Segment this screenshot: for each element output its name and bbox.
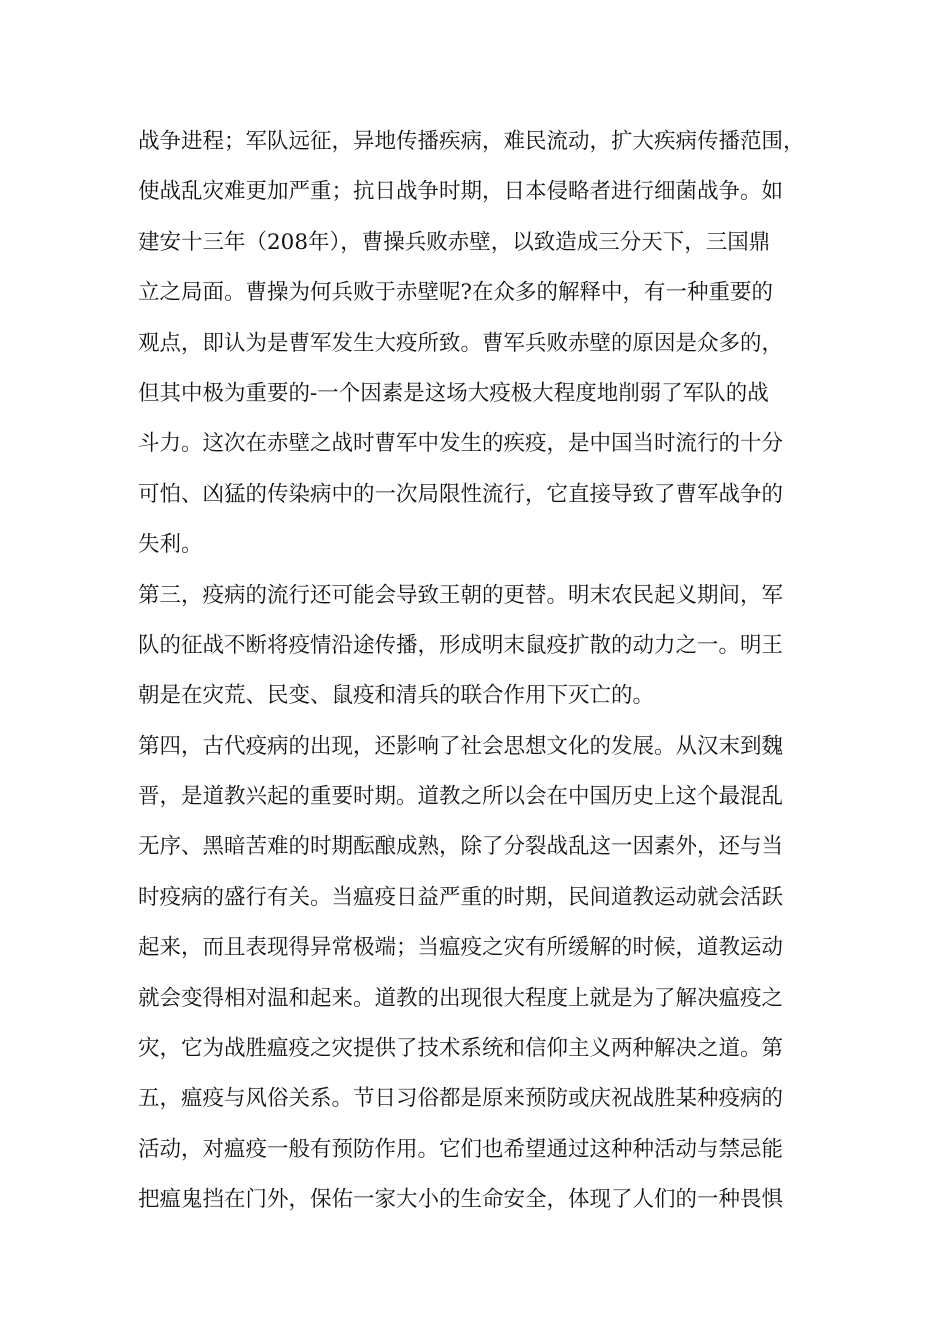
text-line: 斗力。这次在赤壁之战时曹军中发生的疾疫，是中国当时流行的十分	[138, 431, 784, 457]
text-line: 就会变得相对温和起来。道教的出现很大程度上就是为了解决瘟疫之	[138, 985, 784, 1011]
text-line: 五，瘟疫与风俗关系。节日习俗都是原来预防或庆祝战胜某种疫病的	[138, 1086, 784, 1112]
text-line: 朝是在灾荒、民变、鼠疫和清兵的联合作用下灭亡的。	[138, 683, 655, 709]
text-line: 晋，是道教兴起的重要时期。道教之所以会在中国历史上这个最混乱	[138, 784, 784, 810]
text-line: 第三，疫病的流行还可能会导致王朝的更替。明末农民起义期间，军	[138, 582, 784, 608]
text-line: 观点，即认为是曹军发生大疫所致。曹军兵败赤壁的原因是众多的，	[138, 330, 784, 356]
text-line: 灾，它为战胜瘟疫之灾提供了技术系统和信仰主义两种解决之道。第	[138, 1036, 784, 1062]
text-line: 第四，古代疫病的出现，还影响了社会思想文化的发展。从汉末到魏	[138, 733, 784, 759]
text-line: 使战乱灾难更加严重；抗日战争时期，日本侵略者进行细菌战争。如	[138, 179, 784, 205]
body-text	[138, 122, 838, 1231]
text-line: 活动，对瘟疫一般有预防作用。它们也希望通过这种种活动与禁忌能	[138, 1136, 784, 1162]
text-line: 立之局面。曹操为何兵败于赤壁呢?在众多的解释中，有一种重要的	[138, 280, 774, 306]
text-line: 战争进程；军队远征，异地传播疾病，难民流动，扩大疾病传播范围，	[138, 129, 805, 154]
text-line: 队的征战不断将疫情沿途传播，形成明末鼠疫扩散的动力之一。明王	[138, 632, 784, 658]
text-line: 建安十三年（208年），曹操兵败赤壁，以致造成三分天下，三国鼎	[138, 229, 771, 255]
text-line: 起来，而且表现得异常极端；当瘟疫之灾有所缓解的时候，道教运动	[138, 935, 784, 961]
text-line: 无序、黑暗苦难的时期酝酿成熟，除了分裂战乱这一因素外，还与当	[138, 834, 784, 860]
text-line: 失利。	[138, 532, 203, 558]
text-line: 可怕、凶猛的传染病中的一次局限性流行，它直接导致了曹军战争的	[138, 481, 784, 507]
text-line: 把瘟鬼挡在门外，保佑一家大小的生命安全，体现了人们的一种畏惧	[138, 1187, 784, 1213]
text-line: 时疫病的盛行有关。当瘟疫日益严重的时期，民间道教运动就会活跃	[138, 884, 784, 910]
text-line: 但其中极为重要的-一个因素是这场大疫极大程度地削弱了军队的战	[138, 380, 769, 406]
